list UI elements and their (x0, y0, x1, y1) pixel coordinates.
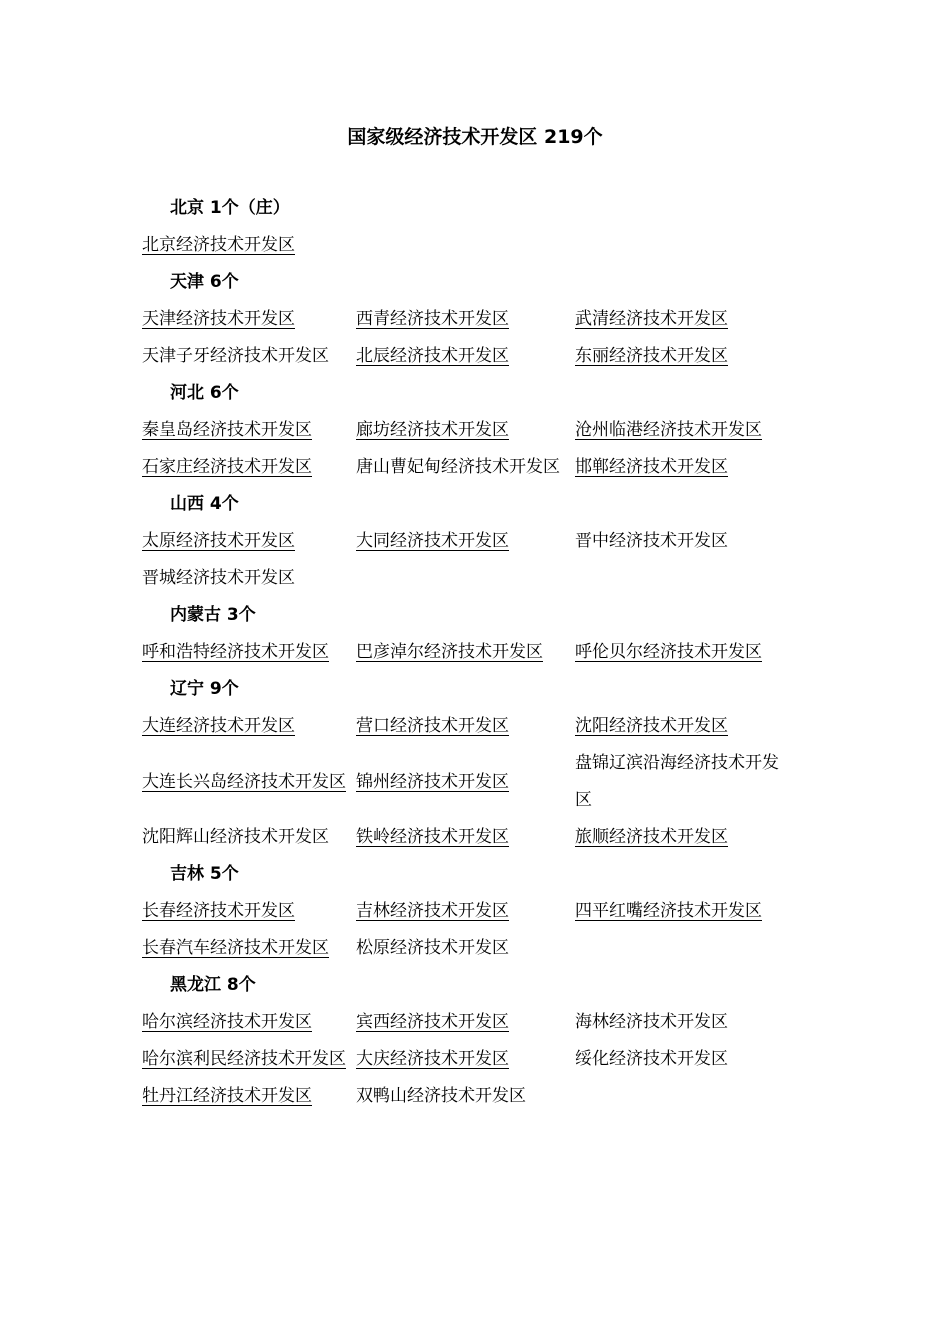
zone-link[interactable]: 西青经济技术开发区 (356, 309, 509, 329)
zone-row (142, 227, 802, 264)
zone-link[interactable]: 哈尔滨利民经济技术开发区 (142, 1049, 346, 1069)
province-heading: 辽宁 9个 (170, 679, 239, 699)
zone-link[interactable]: 大连经济技术开发区 (142, 716, 295, 736)
zone-link[interactable]: 沧州临港经济技术开发区 (575, 420, 762, 440)
zone-link[interactable]: 太原经济技术开发区 (142, 531, 295, 551)
zone-row (142, 745, 802, 819)
zone-name: 晋城经济技术开发区 (142, 568, 295, 588)
zone-name: 唐山曹妃甸经济技术开发区 (356, 457, 560, 477)
zone-row (142, 1041, 802, 1078)
zone-name: 天津子牙经济技术开发区 (142, 346, 329, 366)
zone-link[interactable]: 锦州经济技术开发区 (356, 771, 509, 792)
zone-link[interactable]: 廊坊经济技术开发区 (356, 420, 509, 440)
zone-link[interactable]: 武清经济技术开发区 (575, 309, 728, 329)
zone-link[interactable]: 呼伦贝尔经济技术开发区 (575, 642, 762, 662)
province-heading: 山西 4个 (170, 494, 239, 514)
zone-row (142, 560, 802, 597)
zone-row (142, 523, 802, 560)
zone-link[interactable]: 长春经济技术开发区 (142, 901, 295, 921)
zone-row (142, 1004, 802, 1041)
zone-row (142, 930, 802, 967)
zone-row (142, 634, 802, 671)
zone-link[interactable]: 营口经济技术开发区 (356, 716, 509, 736)
zone-link[interactable]: 东丽经济技术开发区 (575, 346, 728, 366)
zone-name: 沈阳辉山经济技术开发区 (142, 827, 329, 847)
zone-link[interactable]: 大连长兴岛经济技术开发区 (142, 771, 346, 792)
zone-link[interactable]: 牡丹江经济技术开发区 (142, 1086, 312, 1106)
zone-link[interactable]: 北辰经济技术开发区 (356, 346, 509, 366)
zone-link[interactable]: 呼和浩特经济技术开发区 (142, 642, 329, 662)
zone-row (142, 708, 802, 745)
zone-list (142, 190, 802, 1115)
zone-link[interactable]: 旅顺经济技术开发区 (575, 827, 728, 847)
document-title: 国家级经济技术开发区 219个 (347, 126, 603, 148)
province-heading: 北京 1个（庄） (170, 198, 290, 218)
province-heading: 河北 6个 (170, 383, 239, 403)
zone-link[interactable]: 石家庄经济技术开发区 (142, 457, 312, 477)
province-heading: 内蒙古 3个 (170, 605, 256, 625)
zone-link[interactable]: 沈阳经济技术开发区 (575, 716, 728, 736)
zone-name: 绥化经济技术开发区 (575, 1049, 728, 1069)
zone-name: 海林经济技术开发区 (575, 1012, 728, 1032)
zone-link[interactable]: 邯郸经济技术开发区 (575, 457, 728, 477)
zone-row (142, 1078, 802, 1115)
zone-row (142, 449, 802, 486)
zone-name: 盘锦辽滨沿海经济技术开发区 (575, 753, 779, 810)
zone-row (142, 893, 802, 930)
zone-link[interactable]: 铁岭经济技术开发区 (356, 827, 509, 847)
zone-link[interactable]: 长春汽车经济技术开发区 (142, 938, 329, 958)
zone-row (142, 301, 802, 338)
zone-link[interactable]: 大庆经济技术开发区 (356, 1049, 509, 1069)
zone-row (142, 338, 802, 375)
province-heading: 吉林 5个 (170, 864, 239, 884)
zone-link[interactable]: 四平红嘴经济技术开发区 (575, 901, 762, 921)
zone-link[interactable]: 宾西经济技术开发区 (356, 1012, 509, 1032)
zone-link[interactable]: 秦皇岛经济技术开发区 (142, 420, 312, 440)
zone-row (142, 819, 802, 856)
zone-name: 晋中经济技术开发区 (575, 531, 728, 551)
zone-link[interactable]: 巴彦淖尔经济技术开发区 (356, 642, 543, 662)
province-heading: 天津 6个 (170, 272, 239, 292)
zone-link[interactable]: 天津经济技术开发区 (142, 309, 295, 329)
zone-name: 松原经济技术开发区 (356, 938, 509, 958)
zone-link[interactable]: 北京经济技术开发区 (142, 235, 295, 255)
zone-row (142, 412, 802, 449)
province-heading: 黑龙江 8个 (170, 975, 256, 995)
zone-link[interactable]: 哈尔滨经济技术开发区 (142, 1012, 312, 1032)
zone-link[interactable]: 大同经济技术开发区 (356, 531, 509, 551)
zone-link[interactable]: 吉林经济技术开发区 (356, 901, 509, 921)
zone-name: 双鸭山经济技术开发区 (356, 1086, 526, 1106)
